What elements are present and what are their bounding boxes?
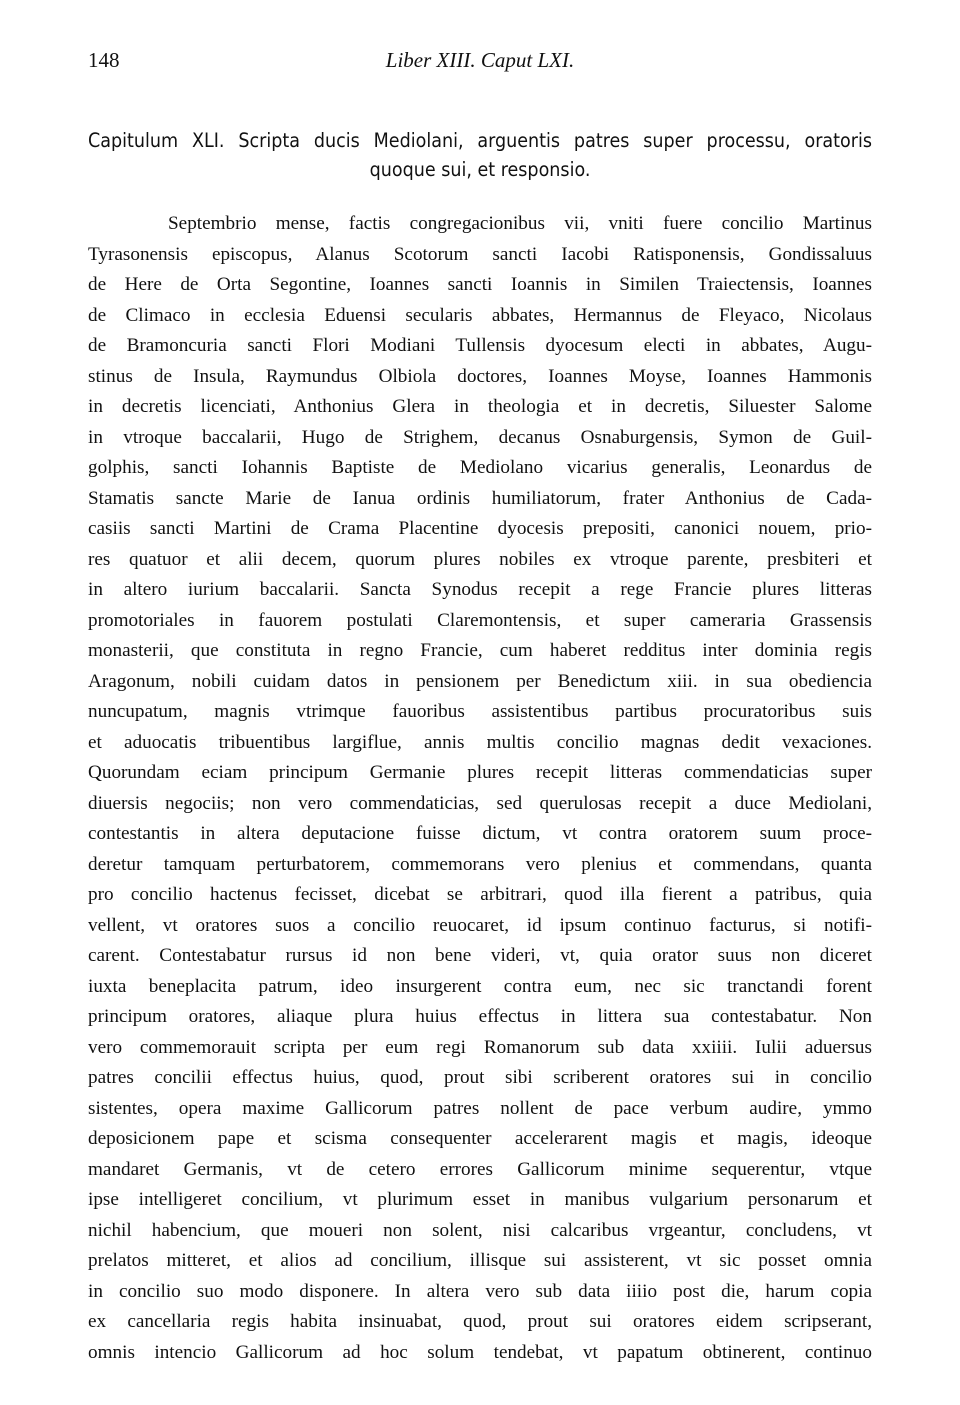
text-line: in concilio suo modo disponere. In altera vero sub data iiiio post die, harum copia: [88, 1280, 872, 1302]
text-line: vero commemorauit scripta per eum regi Romanorum sub data xxiiii. Iulii aduersus: [88, 1036, 872, 1058]
text-line: de Bramoncuria sancti Flori Modiani Tullensis dyocesum electi in abbates, Augu-: [88, 335, 872, 356]
chapter-heading-line-2: quoque sui, et responsio.: [369, 158, 591, 181]
text-line: deretur tamquam perturbatorem, commemorans vero plenius et commendans, quanta: [88, 853, 872, 875]
text-line: res quatuor et alii decem, quorum plures nobiles ex vtroque parente, presbiteri et: [88, 548, 872, 570]
text-line: patres concilii effectus huius, quod, prout sibi scriberent oratores sui in concilio: [88, 1067, 872, 1088]
text-line: sistentes, opera maxime Gallicorum patres nollent de pace verbum audire, ymmo: [88, 1097, 872, 1119]
text-line: principum oratores, aliaque plura huius effectus in littera sua contestabatur. Non: [88, 1006, 872, 1027]
text-line: contestantis in altera deputacione fuisse dictum, vt contra oratorem suum proce-: [88, 823, 872, 844]
text-line: deposicionem pape et scisma consequenter accelerarent magis et magis, ideoque: [88, 1128, 872, 1149]
text-line: stinus de Insula, Raymundus Olbiola doctores, Ioannes Moyse, Ioannes Hammonis: [88, 365, 872, 387]
text-line: nuncupatum, magnis vtrimque fauoribus assistentibus partibus procuratoribus suis: [88, 701, 872, 722]
text-line: de Climaco in ecclesia Eduensi secularis abbates, Hermannus de Fleyaco, Nicolaus: [88, 304, 872, 326]
text-line: de Here de Orta Segontine, Ioannes sancti Ioannis in Similen Traiectensis, Ioannes: [88, 274, 872, 295]
text-line: vellent, vt oratores suos a concilio reuocaret, id ipsum continuo facturus, si notifi-: [88, 914, 872, 936]
text-line: monasterii, que constituta in regno Francie, cum haberet redditus inter dominia regis: [88, 640, 872, 661]
running-head: Liber XIII. Caput LXI.: [385, 48, 575, 72]
text-line: in decretis licenciati, Anthonius Glera in theologia et in decretis, Siluester Salome: [88, 396, 872, 417]
text-line: casiis sancti Martini de Crama Placentine dyocesis prepositi, canonici nouem, prio-: [88, 518, 872, 539]
text-line: in altero iurium baccalarii. Sancta Synodus recepit a rege Francie plures litteras: [88, 579, 872, 600]
page-header: [88, 48, 872, 78]
text-line: pro concilio hactenus fecisset, dicebat se arbitrari, quod illa fierent a patribus, quia: [88, 884, 872, 905]
chapter-heading-line-1: Capitulum XLI. Scripta ducis Mediolani, arguentis patres super processu, oratoris: [88, 129, 872, 152]
text-line: iuxta beneplacita patrum, ideo insurgerent contra eum, nec sic tranctandi forent: [88, 975, 872, 997]
text-line: in vtroque baccalarii, Hugo de Strighem, decanus Osnaburgensis, Symon de Guil-: [88, 426, 872, 448]
text-line: Quorundam eciam principum Germanie plures recepit litteras commendaticias super: [88, 762, 872, 783]
text-line: ipse intelligeret concilium, vt plurimum esset in manibus vulgarium personarum et: [88, 1189, 872, 1210]
chapter-heading: [88, 126, 872, 184]
page-number: 148: [88, 48, 120, 72]
text-line: Tyrasonensis episcopus, Alanus Scotorum sancti Iacobi Ratisponensis, Gondissaluus: [88, 243, 872, 265]
text-line: omnis intencio Gallicorum ad hoc solum tendebat, vt papatum obtinerent, continuo: [88, 1341, 872, 1363]
text-line: nichil habencium, que moueri non solent, nisi calcaribus vrgeantur, concludens, vt: [88, 1219, 872, 1241]
body-text: [88, 209, 872, 1368]
text-line: diuersis negociis; non vero commendaticias, sed querulosas recepit a duce Mediolani,: [88, 792, 872, 814]
text-line: et aduocatis tribuentibus largiflue, annis multis concilio magnas dedit vexaciones.: [88, 731, 872, 753]
text-line: prelatos mitteret, et alios ad concilium, illisque sui assisterent, vt sic posset omnia: [88, 1250, 872, 1271]
text-line: promotoriales in fauorem postulati Claremontensis, et super cameraria Grassensis: [88, 609, 872, 631]
text-line: golphis, sancti Iohannis Baptiste de Mediolano vicarius generalis, Leonardus de: [88, 457, 872, 478]
text-line: Aragonum, nobili cuidam datos in pensionem per Benedictum xiii. in sua obediencia: [88, 670, 872, 692]
text-line: mandaret Germanis, vt de cetero errores Gallicorum minime sequerentur, vtque: [88, 1158, 872, 1180]
text-line: Septembrio mense, factis congregacionibus vii, vniti fuere concilio Martinus: [168, 213, 872, 234]
text-line: Stamatis sancte Marie de Ianua ordinis humiliatorum, frater Anthonius de Cada-: [88, 487, 872, 509]
text-line: ex cancellaria regis habita insinuabat, quod, prout sui oratores eidem scripserant,: [88, 1311, 872, 1332]
text-line: carent. Contestabatur rursus id non bene videri, vt, quia orator suus non diceret: [88, 945, 872, 966]
